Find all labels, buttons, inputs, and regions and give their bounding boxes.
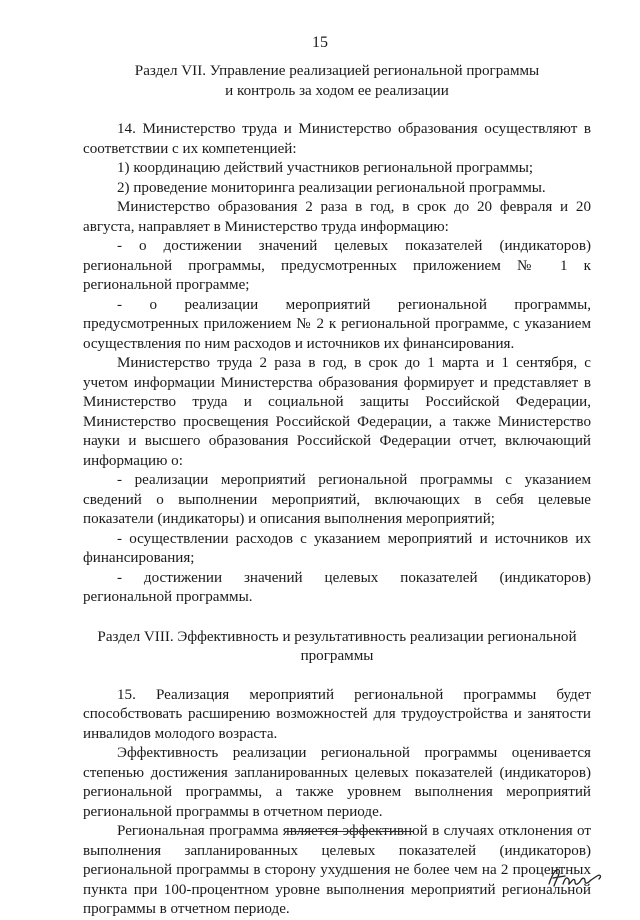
bullet-activities: - о реализации мероприятий региональной программы, предусмотренных приложением № 2 к региональной программе, с указанием осуществления по ним расходов и источников их финансирования.: [83, 296, 591, 352]
paragraph-14: 14. Министерство труда и Министерство образования осуществляют в соответствии с их компетенцией:: [83, 121, 591, 157]
paragraph-effectiveness: Эффективность реализации региональной программы оценивается степенью достижения запланированных целевых показателей (индикаторов) региональной программы, а также уровнем выполнения мероприятий региональной программы в отчетном периоде.: [83, 745, 591, 820]
section-7-heading-line-1: Раздел VII. Управление реализацией региональной программы: [134, 63, 540, 79]
signature-initials: [545, 862, 605, 892]
section-8-heading: [83, 628, 591, 667]
document-body: [83, 62, 591, 920]
paragraph-15: 15. Реализация мероприятий региональной программы будет способствовать расширению возможностей для трудоустройства и занятости инвалидов молодого возраста.: [83, 686, 591, 742]
end-divider: [286, 831, 414, 832]
bullet-achievement: - достижении значений целевых показателей (индикаторов) региональной программы.: [83, 569, 591, 605]
bullet-expenditures: - осуществлении расходов с указанием мероприятий и источников их финансирования;: [83, 530, 591, 566]
list-item-monitoring: 2) проведение мониторинга реализации региональной программы.: [117, 179, 546, 196]
paragraph-efficiency-criteria: Региональная программа является эффективной в случаях отклонения от выполнения запланированных целевых показателей (индикаторов) региональной программы в сторону ухудшения не более чем на 2 процентных пункта при 100-процентном уровне выполнения мероприятий региональной программы в отчетном периоде.: [83, 823, 591, 917]
section-8-heading-line-2: программы: [300, 648, 374, 664]
section-7-heading-line-2: и контроль за ходом ее реализации: [225, 82, 449, 99]
section-7-heading: [83, 62, 591, 101]
list-item-coordination: 1) координацию действий участников региональной программы;: [117, 160, 534, 176]
page-number: 15: [312, 34, 328, 51]
bullet-implementation: - реализации мероприятий региональной программы с указанием сведений о выполнении мероприятий, включающих в себя целевые показатели (индикаторы) и описания выполнения мероприятий;: [83, 472, 591, 527]
paragraph-education-ministry-report: Министерство образования 2 раза в год, в срок до 20 февраля и 20 августа, направляет в Министерство труда информацию:: [83, 199, 591, 235]
section-8-heading-line-1: Раздел VIII. Эффективность и результативность реализации региональной: [97, 628, 577, 645]
bullet-indicators: - о достижении значений целевых показателей (индикаторов) региональной программы, предусмотренных приложением № 1 к региональной программе;: [83, 238, 591, 293]
paragraph-labor-ministry-report: Министерство труда 2 раза в год, в срок до 1 марта и 1 сентября, с учетом информации Министерства образования формирует и представляет в Министерство труда и социальной защиты Российской Федерации, Министерство просвещения Российской Федерации, а также Министерство науки и высшего образования Российской Федерации отчет, включающий информацию о:: [83, 355, 591, 469]
